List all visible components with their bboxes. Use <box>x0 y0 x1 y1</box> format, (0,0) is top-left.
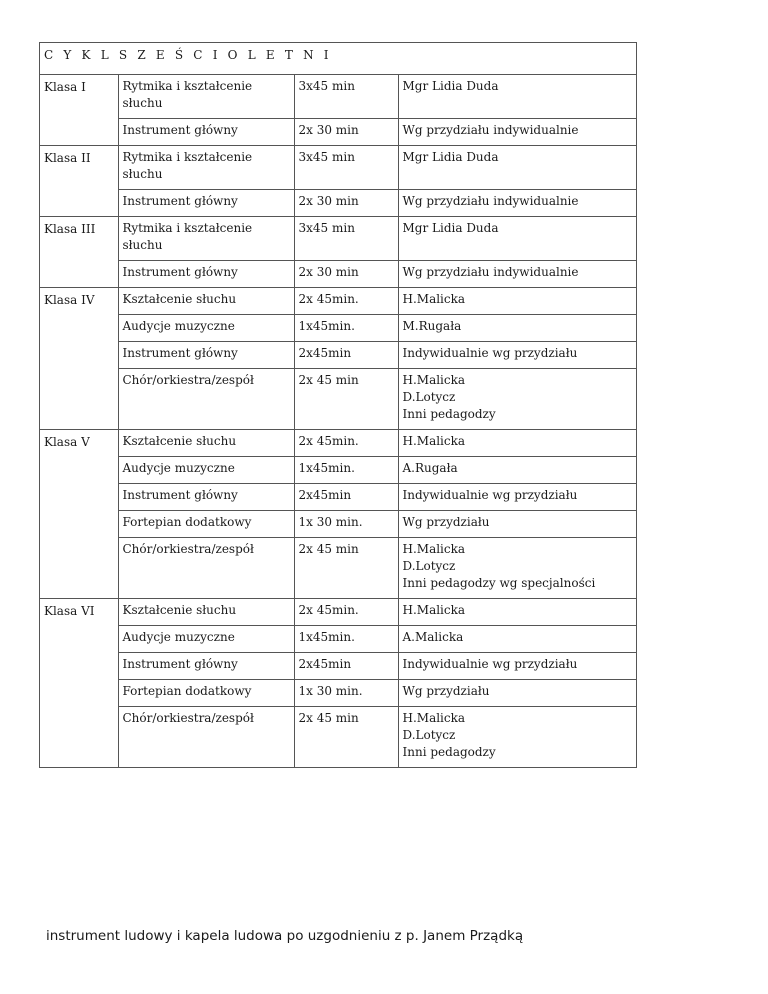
subject-cell: Kształcenie słuchu <box>118 288 294 315</box>
class-name-cell: Klasa II <box>40 146 118 217</box>
teacher-cell: H.Malicka D.Lotycz Inni pedagodzy <box>398 707 636 768</box>
time-cell: 1x45min. <box>294 626 398 653</box>
teacher-cell: H.Malicka <box>398 430 636 457</box>
time-cell: 2x 45 min <box>294 369 398 430</box>
time-cell: 2x 45 min <box>294 538 398 599</box>
class-name-cell: Klasa V <box>40 430 118 599</box>
teacher-cell: Wg przydziału indywidualnie <box>398 190 636 217</box>
subject-cell: Instrument główny <box>118 484 294 511</box>
table-row <box>40 288 636 315</box>
teacher-cell: Mgr Lidia Duda <box>398 146 636 190</box>
time-cell: 2x 45min. <box>294 599 398 626</box>
time-cell: 1x 30 min. <box>294 511 398 538</box>
table-row <box>40 430 636 457</box>
class-name-cell: Klasa I <box>40 75 118 146</box>
class-name-cell: Klasa III <box>40 217 118 288</box>
time-cell: 2x45min <box>294 342 398 369</box>
teacher-cell: A.Rugała <box>398 457 636 484</box>
teacher-cell: Indywidualnie wg przydziału <box>398 484 636 511</box>
teacher-cell: A.Malicka <box>398 626 636 653</box>
subject-cell: Rytmika i kształcenie słuchu <box>118 217 294 261</box>
subject-cell: Chór/orkiestra/zespół <box>118 707 294 768</box>
subject-cell: Audycje muzyczne <box>118 457 294 484</box>
table-row <box>40 315 636 342</box>
table-row <box>40 119 636 146</box>
footer-note: instrument ludowy i kapela ludowa po uzgodnieniu z p. Janem Prządką <box>46 928 524 944</box>
time-cell: 1x45min. <box>294 315 398 342</box>
table-row <box>40 484 636 511</box>
subject-cell: Fortepian dodatkowy <box>118 680 294 707</box>
time-cell: 2x 45min. <box>294 288 398 315</box>
time-cell: 2x 45 min <box>294 707 398 768</box>
teacher-cell: M.Rugała <box>398 315 636 342</box>
table-row <box>40 680 636 707</box>
table-row <box>40 511 636 538</box>
subject-cell: Rytmika i kształcenie słuchu <box>118 146 294 190</box>
time-cell: 1x 30 min. <box>294 680 398 707</box>
teacher-cell: Indywidualnie wg przydziału <box>398 342 636 369</box>
subject-cell: Audycje muzyczne <box>118 626 294 653</box>
class-name-cell: Klasa IV <box>40 288 118 430</box>
time-cell: 2x 30 min <box>294 119 398 146</box>
table-row <box>40 146 636 190</box>
table-row <box>40 653 636 680</box>
time-cell: 2x 30 min <box>294 190 398 217</box>
schedule-table <box>40 75 636 768</box>
subject-cell: Chór/orkiestra/zespół <box>118 369 294 430</box>
teacher-cell: H.Malicka <box>398 599 636 626</box>
table-row <box>40 369 636 430</box>
table-row <box>40 217 636 261</box>
table-row <box>40 75 636 119</box>
teacher-cell: Wg przydziału indywidualnie <box>398 119 636 146</box>
time-cell: 2x45min <box>294 653 398 680</box>
subject-cell: Instrument główny <box>118 342 294 369</box>
table-row <box>40 342 636 369</box>
schedule-title: C Y K L S Z E Ś C I O L E T N I <box>40 43 636 75</box>
teacher-cell: H.Malicka D.Lotycz Inni pedagodzy wg specjalności <box>398 538 636 599</box>
table-row <box>40 599 636 626</box>
schedule-body <box>40 75 636 768</box>
subject-cell: Rytmika i kształcenie słuchu <box>118 75 294 119</box>
table-row <box>40 626 636 653</box>
subject-cell: Kształcenie słuchu <box>118 430 294 457</box>
schedule-document <box>39 42 637 768</box>
time-cell: 3x45 min <box>294 217 398 261</box>
subject-cell: Fortepian dodatkowy <box>118 511 294 538</box>
time-cell: 3x45 min <box>294 75 398 119</box>
teacher-cell: H.Malicka <box>398 288 636 315</box>
time-cell: 2x45min <box>294 484 398 511</box>
teacher-cell: Wg przydziału <box>398 680 636 707</box>
table-row <box>40 538 636 599</box>
subject-cell: Audycje muzyczne <box>118 315 294 342</box>
teacher-cell: H.Malicka D.Lotycz Inni pedagodzy <box>398 369 636 430</box>
time-cell: 3x45 min <box>294 146 398 190</box>
subject-cell: Instrument główny <box>118 653 294 680</box>
subject-cell: Instrument główny <box>118 119 294 146</box>
time-cell: 1x45min. <box>294 457 398 484</box>
teacher-cell: Indywidualnie wg przydziału <box>398 653 636 680</box>
subject-cell: Kształcenie słuchu <box>118 599 294 626</box>
table-row <box>40 261 636 288</box>
teacher-cell: Mgr Lidia Duda <box>398 217 636 261</box>
subject-cell: Instrument główny <box>118 261 294 288</box>
subject-cell: Chór/orkiestra/zespół <box>118 538 294 599</box>
teacher-cell: Mgr Lidia Duda <box>398 75 636 119</box>
teacher-cell: Wg przydziału <box>398 511 636 538</box>
time-cell: 2x 30 min <box>294 261 398 288</box>
table-row <box>40 707 636 768</box>
class-name-cell: Klasa VI <box>40 599 118 768</box>
time-cell: 2x 45min. <box>294 430 398 457</box>
table-row <box>40 457 636 484</box>
subject-cell: Instrument główny <box>118 190 294 217</box>
teacher-cell: Wg przydziału indywidualnie <box>398 261 636 288</box>
table-row <box>40 190 636 217</box>
